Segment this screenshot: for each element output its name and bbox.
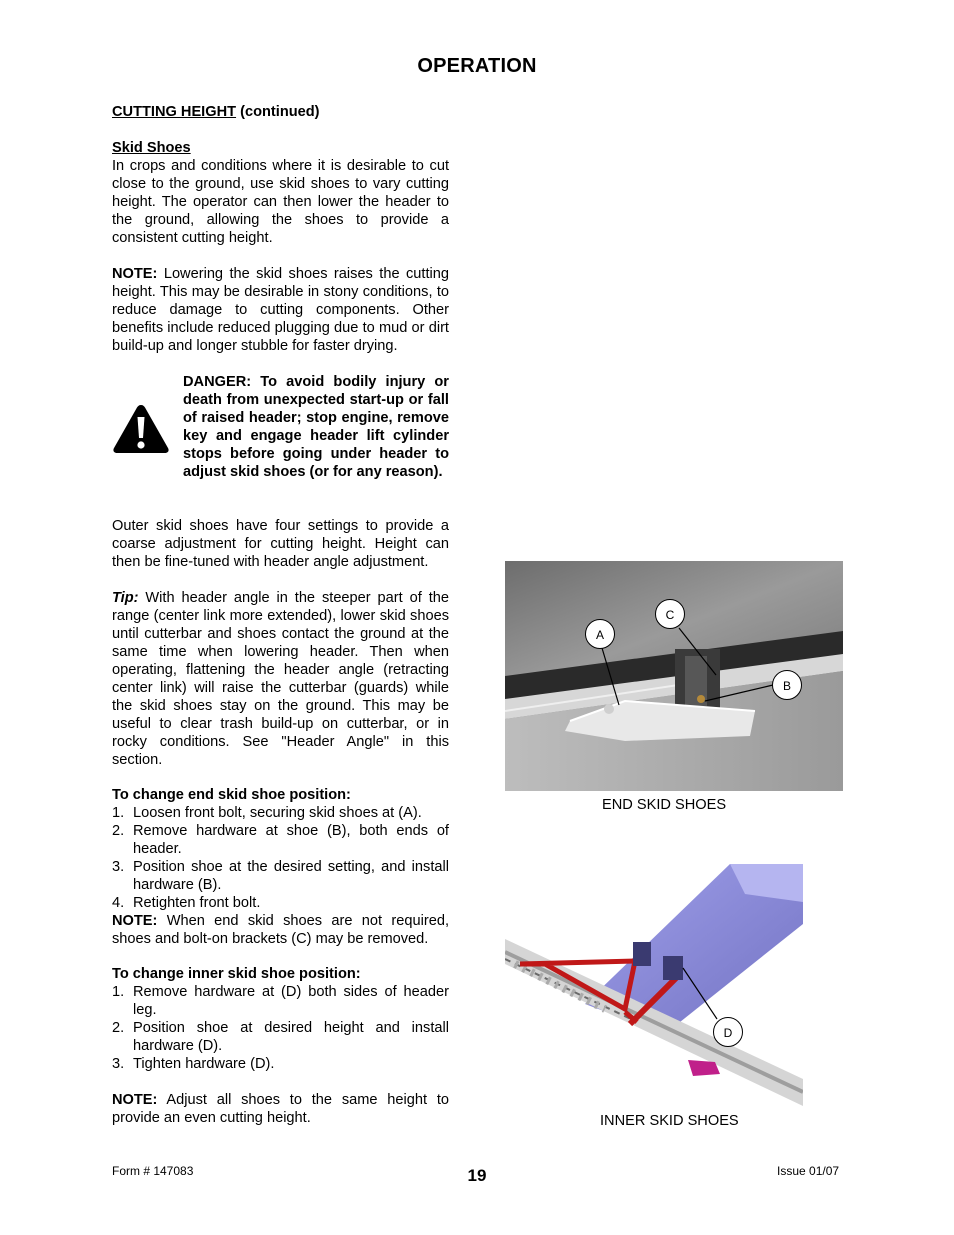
section-title: CUTTING HEIGHT	[112, 104, 237, 120]
note-text: Adjust all shoes to the same height to provide an even cutting height.	[112, 1092, 449, 1126]
callout-c: C	[655, 599, 685, 629]
inner-procedure-steps	[112, 983, 449, 1073]
section-heading	[112, 103, 449, 121]
warning-triangle-icon	[112, 403, 170, 455]
list-item: 3. Position shoe at the desired setting, and install hardware (B).	[112, 859, 449, 893]
footer-issue: Issue 01/07	[777, 1164, 840, 1178]
danger-text: DANGER: To avoid bodily injury or death from unexpected start-up or fall of raised header; stop engine, remove key and engage header lift cylinder stops before going under header to adjust skid shoes (or for any reason).	[183, 374, 449, 480]
end-procedure-steps	[112, 804, 449, 912]
inner-skid-shoes-illustration	[505, 864, 803, 1106]
skid-shoes-heading: Skid Shoes	[112, 140, 191, 156]
end-skid-shoes-photo	[505, 561, 843, 791]
note-label: NOTE:	[112, 266, 158, 282]
callout-a: A	[585, 619, 615, 649]
note-text: When end skid shoes are not required, shoes and bolt-on brackets (C) may be removed.	[112, 913, 449, 947]
list-item: 1. Loosen front bolt, securing skid shoes at (A).	[112, 805, 422, 821]
note-label: NOTE:	[112, 1092, 158, 1108]
callout-d: D	[713, 1017, 743, 1047]
list-item: 4. Retighten front bolt.	[112, 895, 261, 911]
note-text: Lowering the skid shoes raises the cutting height. This may be desirable in stony conditions, to reduce damage to cutting components. Other benefits include reduced plugging due to mud or dirt build-up and longer stubble for faster drying.	[112, 266, 449, 354]
end-procedure	[112, 786, 449, 948]
end-figure-caption: END SKID SHOES	[602, 797, 727, 813]
page-title: OPERATION	[417, 55, 537, 77]
callout-b: B	[772, 670, 802, 700]
inner-procedure-heading: To change inner skid shoe position:	[112, 966, 361, 982]
inner-figure-caption: INNER SKID SHOES	[600, 1113, 739, 1129]
outer-shoes-paragraph	[112, 517, 449, 571]
skid-shoes-intro: In crops and conditions where it is desirable to cut close to the ground, use skid shoes to vary cutting height. The operator can then lower the header to the ground, allowing the shoes to provide a consistent cutting height.	[112, 158, 449, 246]
note-label: NOTE:	[112, 913, 158, 929]
page-number: 19	[467, 1166, 487, 1185]
list-item: 2. Position shoe at desired height and install hardware (D).	[112, 1020, 449, 1054]
list-item: 3. Tighten hardware (D).	[112, 1056, 275, 1072]
note-lowering	[112, 265, 449, 355]
tip-text: With header angle in the steeper part of the range (center link more extended), lower skid shoes until cutterbar and shoes contact the ground at the same time when lowering header. Then when operating, flattening the header angle (retracting center link) will raise the cutterbar (guards) while the skid shoes stay on the ground. This may be useful to clear trash build-up on cutterbar, or in rocky conditions. See "Header Angle" in this section.	[112, 590, 449, 768]
footer-form-number: Form # 147083	[112, 1164, 194, 1178]
final-note	[112, 1091, 449, 1127]
section-continued: (continued)	[236, 104, 320, 120]
list-item: 1. Remove hardware at (D) both sides of header leg.	[112, 984, 449, 1018]
inner-procedure	[112, 965, 449, 1073]
tip-label: Tip:	[112, 590, 139, 606]
list-item: 2. Remove hardware at shoe (B), both ends of header.	[112, 823, 449, 857]
tip-paragraph	[112, 589, 449, 769]
outer-shoes-text: Outer skid shoes have four settings to provide a coarse adjustment for cutting height. Height can then be fine-tuned with header angle adjustment.	[112, 518, 449, 570]
end-procedure-heading: To change end skid shoe position:	[112, 787, 351, 803]
skid-shoes-block	[112, 139, 449, 247]
